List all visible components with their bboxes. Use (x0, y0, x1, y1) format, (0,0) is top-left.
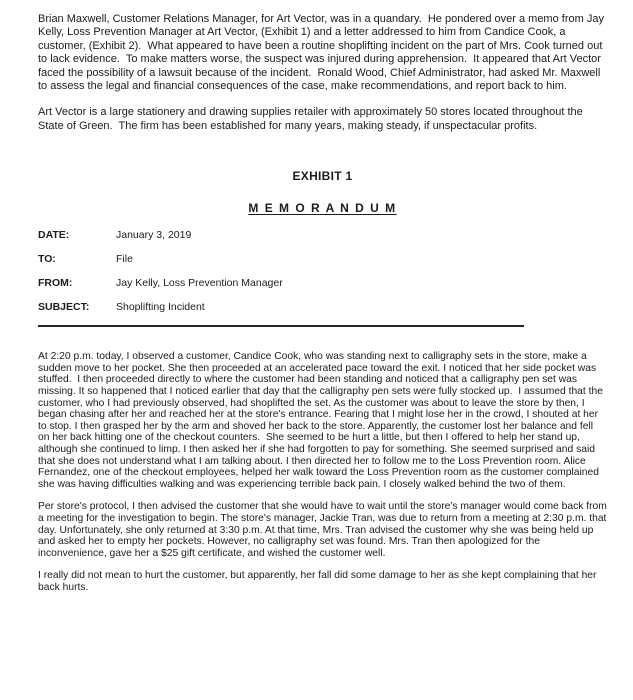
memo-field-label-subject: SUBJECT: (38, 301, 90, 314)
memo-divider-line (38, 325, 524, 327)
memo-field-label-date: DATE: (38, 229, 70, 242)
memo-field-row-date (38, 229, 607, 241)
memo-paragraph-3: I really did not mean to hurt the customer, but apparently, her fall did some damage to her as she kept complaining that her back hurts. (38, 570, 600, 593)
memo-field-value-date: January 3, 2019 (116, 229, 192, 242)
memo-field-label-to: TO: (38, 253, 56, 266)
memo-paragraph-1: At 2:20 p.m. today, I observed a customer, Candice Cook, who was standing next to calligraphy sets in the store, make a sudden move to her pocket. She then proceeded at an accelerated pace toward the exit. I noticed that her side pocket was stuffed. I then proceeded directly to where the customer had been standing and noticed that a calligraphy pen set was missing. It so happened that I noticed earlier that day that the calligraphy pen sets were fully stocked up. I assumed that the customer, who I had previously observed, had shoplifted the set. As the customer was about to leave the store by then, I began chasing after her and reached her at the store's entrance. Fearing that I might lose her in the crowd, I shouted at her to stop. I then grasped her by the arm and shoved her back to the store. Apparently, the customer lost her balance and fell on her back hitting one of the checkout counters. She seemed to be hurt a little, but then I offered to help her stand up, although she continued to limp. I then asked her if she had forgotten to pay for something. She seemed surprised and said that she does not understand what I am talking about. I then directed her to follow me to the Loss Prevention room. Alice Fernandez, one of the checkout employees, helped her walk toward the Loss Prevention room as the customer complained she was having difficulties walking and was experiencing terrible back pain. I closely walked behind the two of them. (38, 351, 606, 490)
exhibit-heading: EXHIBIT 1 (292, 169, 353, 184)
memo-field-value-subject: Shoplifting Incident (116, 301, 205, 314)
memo-header-fields (38, 229, 607, 313)
memo-body (38, 351, 610, 593)
memo-title (38, 201, 607, 215)
intro-paragraph-2: Art Vector is a large stationery and drawing supplies retailer with approximately 50 stores located throughout the State of Green. The firm has been established for many years, making steady, if unspectacular profits. (38, 106, 586, 132)
memo-field-row-to (38, 253, 607, 265)
memo-field-label-from: FROM: (38, 277, 73, 290)
intro-paragraph-1: Brian Maxwell, Customer Relations Manager, for Art Vector, was in a quandary. He pondered over a memo from Jay Kelly, Loss Prevention Manager at Art Vector, (Exhibit 1) and a letter addressed to him from Candice Cook, a customer, (Exhibit 2). What appeared to have been a routine shoplifting incident on the part of Mrs. Cook turned out to lack evidence. To make matters worse, the suspect was injured during apprehension. It appeared that Art Vector faced the possibility of a lawsuit because of the incident. Ronald Wood, Chief Administrator, had asked Mr. Maxwell to assess the legal and financial consequences of the case, make recommendations, and report back to him. (38, 13, 608, 93)
memo-field-value-to: File (116, 253, 133, 266)
memo-field-value-from: Jay Kelly, Loss Prevention Manager (116, 277, 283, 290)
memo-paragraph-2: Per store's protocol, I then advised the customer that she would have to wait until the store's manager would come back from a meeting for the investigation to begin. The store's manager, Jackie Tran, was due to return from a meeting at 2:30 p.m. that day. Unfortunately, she only returned at 3:30 p.m. At that time, Mrs. Tran advised the customer why she was being held up and asked her to empty her pockets. However, no calligraphy set was found. Mrs. Tran then apologized for the inconvenience, gave her a $25 gift certificate, and wished the customer well. (38, 501, 610, 559)
memo-field-row-subject (38, 301, 607, 313)
memo-title-text: M E M O R A N D U M (248, 201, 397, 216)
memo-field-row-from (38, 277, 607, 289)
